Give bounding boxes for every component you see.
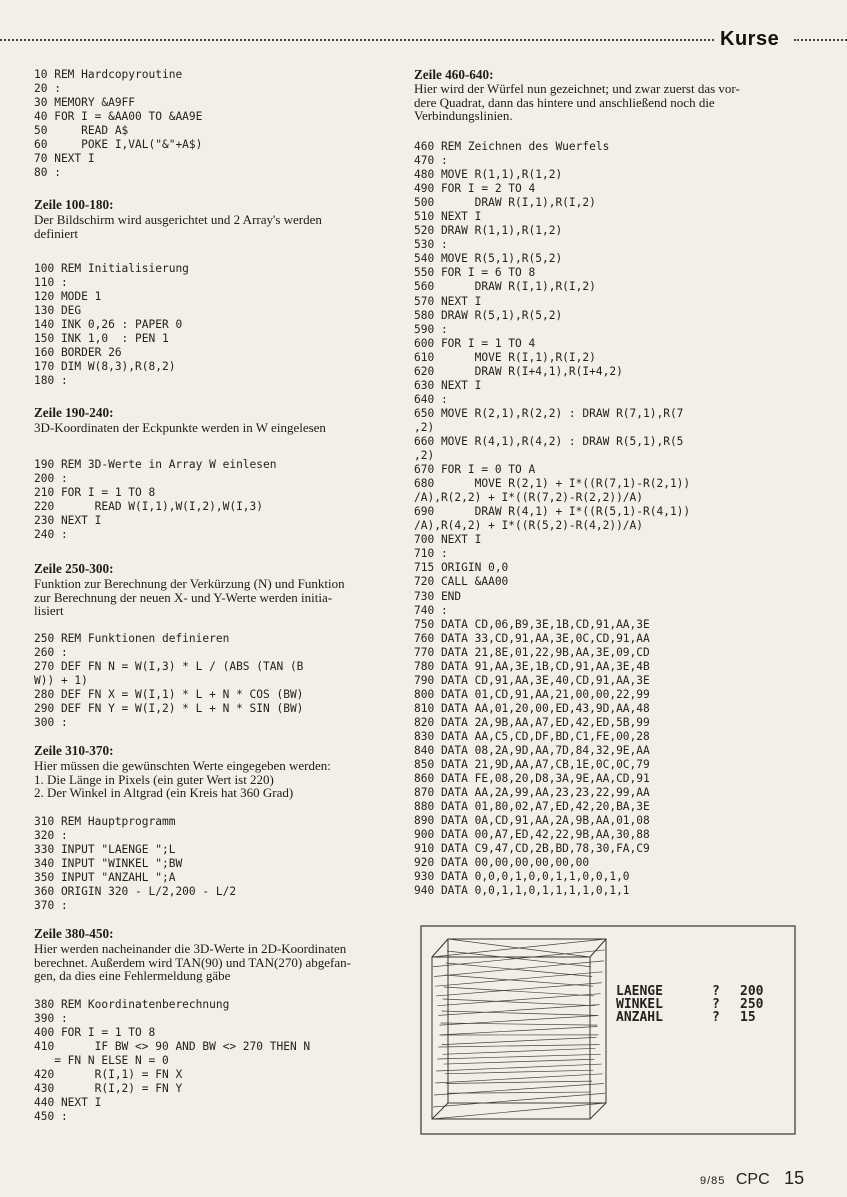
code-line: 200 : <box>34 472 68 486</box>
code-line: 850 DATA 21,9D,AA,A7,CB,1E,0C,0C,79 <box>414 758 650 772</box>
code-line: 880 DATA 01,80,02,A7,ED,42,20,BA,3E <box>414 800 650 814</box>
code-line: 510 NEXT I <box>414 210 482 224</box>
code-line: 10 REM Hardcopyroutine <box>34 68 183 81</box>
code-line: 640 : <box>414 392 448 406</box>
section-title: Kurse <box>720 28 780 50</box>
code-line: 410 IF BW <> 90 AND BW <> 270 THEN N <box>34 1040 311 1054</box>
code-line: 210 FOR I = 1 TO 8 <box>34 486 156 500</box>
text-zeile-190 <box>34 421 402 435</box>
code-line: 320 : <box>34 829 68 843</box>
code-line: 260 : <box>34 646 68 660</box>
code-line: 360 ORIGIN 320 - L/2,200 - L/2 <box>34 885 237 899</box>
code-line: 540 MOVE R(5,1),R(5,2) <box>414 252 563 266</box>
cube-fan-line <box>444 987 595 996</box>
code-3d <box>34 458 402 542</box>
code-line: 370 : <box>34 899 68 913</box>
code-line: 890 DATA 0A,CD,91,AA,2A,9B,AA,01,08 <box>414 814 650 828</box>
code-line: 620 DRAW R(I+4,1),R(I+4,2) <box>414 364 623 378</box>
code-line: ,2) <box>414 420 435 434</box>
text-zeile-100 <box>34 213 402 240</box>
code-init <box>34 262 402 388</box>
code-line: 100 REM Initialisierung <box>34 262 189 275</box>
cube-fan-line <box>438 1005 599 1016</box>
code-line: 740 : <box>414 603 448 617</box>
code-line: = FN N ELSE N = 0 <box>34 1054 169 1068</box>
code-line: 560 DRAW R(I,1),R(I,2) <box>414 280 596 294</box>
cube-fan-line <box>441 1023 598 1025</box>
code-line: 520 DRAW R(1,1),R(1,2) <box>414 224 563 238</box>
cube-fan-line <box>436 1064 601 1071</box>
code-line: 470 : <box>414 154 448 168</box>
code-line: 130 DEG <box>34 304 82 318</box>
code-line: 650 MOVE R(2,1),R(2,2) : DRAW R(7,1),R(7 <box>414 406 684 420</box>
code-line: 30 MEMORY &A9FF <box>34 96 136 110</box>
cube-drawing <box>432 939 606 1119</box>
code-line: 40 FOR I = &AA00 TO &AA9E <box>34 110 203 124</box>
code-line: 800 DATA 01,CD,91,AA,21,00,00,22,99 <box>414 687 650 701</box>
cube-fan-line <box>446 963 592 976</box>
code-line: 900 DATA 00,A7,ED,42,22,9B,AA,30,88 <box>414 828 650 842</box>
code-line: 840 DATA 08,2A,9D,AA,7D,84,32,9E,AA <box>414 744 650 758</box>
header-rule-left <box>0 39 714 41</box>
code-line: 310 REM Hauptprogramm <box>34 815 176 828</box>
text-line: lisiert <box>34 603 64 619</box>
screen-line: ANZAHL <box>616 1010 663 1025</box>
code-line: 930 DATA 0,0,0,1,0,0,1,1,0,0,1,0 <box>414 870 630 884</box>
screen-prompt: ? <box>712 997 720 1012</box>
cube-edge <box>590 939 606 957</box>
text-line: gen, da dies eine Fehlermeldung gäbe <box>34 968 231 984</box>
code-line: 550 FOR I = 6 TO 8 <box>414 266 536 280</box>
code-line: 240 : <box>34 528 68 542</box>
heading-zeile-460: Zeile 460-640: <box>414 67 494 82</box>
cube-fan-line <box>441 1026 598 1034</box>
code-line: 140 INK 0,26 : PAPER 0 <box>34 318 183 332</box>
code-line: 340 INPUT "WINKEL ";BW <box>34 857 183 871</box>
cube-fan-line <box>448 939 590 957</box>
code-line: 440 NEXT I <box>34 1096 102 1110</box>
code-line: 670 FOR I = 0 TO A <box>414 463 536 477</box>
code-line: 700 NEXT I <box>414 533 482 547</box>
code-line: 20 : <box>34 82 61 96</box>
text-line: zur Berechnung der neuen X- und Y-Werte werden initia- <box>34 589 333 605</box>
screen-line: LAENGE <box>616 984 663 999</box>
code-line: 710 : <box>414 547 448 561</box>
code-line: 120 MODE 1 <box>34 290 102 304</box>
cube-fan-line <box>432 1103 606 1119</box>
text-line: dere Quadrat, dann das hintere und anschließend noch die <box>414 94 715 110</box>
code-line: 660 MOVE R(4,1),R(4,2) : DRAW R(5,1),R(5 <box>414 434 684 448</box>
page-number: 15 <box>784 1168 805 1188</box>
code-line: 680 MOVE R(2,1) + I*((R(7,1)-R(2,1)) <box>414 477 691 491</box>
code-line: 190 REM 3D-Werte in Array W einlesen <box>34 458 277 471</box>
screen-text <box>616 984 764 1025</box>
code-line: 50 READ A$ <box>34 124 129 138</box>
code-line: 730 END <box>414 589 462 603</box>
text-zeile-310 <box>34 759 402 800</box>
cube-back-square <box>448 939 606 1103</box>
text-line: 1. Die Länge in Pixels (ein guter Wert ist 220) <box>34 771 274 787</box>
code-line: 580 DRAW R(5,1),R(5,2) <box>414 308 563 322</box>
code-line: 600 FOR I = 1 TO 4 <box>414 336 536 350</box>
code-line: 780 DATA 91,AA,3E,1B,CD,91,AA,3E,4B <box>414 659 650 673</box>
code-line: 300 : <box>34 716 68 730</box>
text-line: Hier müssen die gewünschten Werte eingegeben werden: <box>34 758 331 773</box>
text-zeile-250 <box>34 577 402 618</box>
code-line: 180 : <box>34 374 68 388</box>
text-line: Hier wird der Würfel nun gezeichnet; und zwar zuerst das vor- <box>414 81 740 96</box>
cube-fan-line <box>442 1011 597 1015</box>
code-line: 750 DATA CD,06,B9,3E,1B,CD,91,AA,3E <box>414 617 650 631</box>
footer-issue: 9/85 <box>700 1175 726 1187</box>
code-line: 490 FOR I = 2 TO 4 <box>414 182 536 196</box>
page-footer <box>700 1168 804 1189</box>
code-line: 270 DEF FN N = W(I,3) * L / (ABS (TAN (B <box>34 660 304 674</box>
code-line: 400 FOR I = 1 TO 8 <box>34 1026 156 1040</box>
code-line: 760 DATA 33,CD,91,AA,3E,0C,CD,91,AA <box>414 631 650 645</box>
text-line: Funktion zur Berechnung der Verkürzung (N) und Funktion <box>34 576 345 591</box>
code-line: ,2) <box>414 449 435 463</box>
footer-magazine: CPC <box>735 1171 770 1188</box>
code-line: 690 DRAW R(4,1) + I*((R(5,1)-R(4,1)) <box>414 505 691 519</box>
text-line: Verbindungslinien. <box>414 108 513 124</box>
text-line: berechnet. Außerdem wird TAN(90) und TAN(270) abgefan- <box>34 954 351 970</box>
code-line: 530 : <box>414 238 448 252</box>
cube-fan-line <box>439 1016 598 1026</box>
code-line: 910 DATA C9,47,CD,2B,BD,78,30,FA,C9 <box>414 842 650 856</box>
heading-zeile-310: Zeile 310-370: <box>34 743 114 758</box>
screen-value: 250 <box>740 997 764 1012</box>
header-rule-right <box>794 39 847 41</box>
code-line: 70 NEXT I <box>34 152 95 166</box>
code-line: W)) + 1) <box>34 674 88 688</box>
code-line: 60 POKE I,VAL("&"+A$) <box>34 138 203 152</box>
code-line: 720 CALL &AA00 <box>414 575 509 589</box>
cube-fan-line <box>437 1054 600 1059</box>
cube-fan-line <box>445 975 593 986</box>
code-line: 160 BORDER 26 <box>34 346 122 360</box>
code-line: 380 REM Koordinatenberechnung <box>34 998 230 1011</box>
code-line: 500 DRAW R(I,1),R(I,2) <box>414 196 596 210</box>
code-line: 460 REM Zeichnen des Wuerfels <box>414 140 610 153</box>
code-line: 230 NEXT I <box>34 514 102 528</box>
cube-edge <box>432 939 448 957</box>
text-line: 3D-Koordinaten der Eckpunkte werden in W eingelesen <box>34 420 326 435</box>
code-line: 630 NEXT I <box>414 378 482 392</box>
screen-prompt: ? <box>712 984 720 999</box>
screen-value: 15 <box>740 1010 756 1025</box>
cube-front-square <box>432 957 590 1119</box>
cube-fan-line <box>438 1045 599 1047</box>
heading-zeile-190: Zeile 190-240: <box>34 405 114 420</box>
code-line: /A),R(2,2) + I*((R(7,2)-R(2,2))/A) <box>414 491 644 505</box>
code-line: 390 : <box>34 1012 68 1026</box>
code-line: 940 DATA 0,0,1,1,0,1,1,1,1,0,1,1 <box>414 884 630 898</box>
code-line: 420 R(I,1) = FN X <box>34 1068 183 1082</box>
screen-prompt: ? <box>712 1010 720 1025</box>
heading-zeile-100: Zeile 100-180: <box>34 197 114 212</box>
code-line: 280 DEF FN X = W(I,1) * L + N * COS (BW) <box>34 688 304 702</box>
code-line: 790 DATA CD,91,AA,3E,40,CD,91,AA,3E <box>414 673 650 687</box>
text-zeile-380 <box>34 942 402 983</box>
code-line: 450 : <box>34 1110 68 1124</box>
cube-fan-line <box>443 1048 596 1054</box>
code-line: 350 INPUT "ANZAHL ";A <box>34 871 176 885</box>
code-line: 150 INK 1,0 : PEN 1 <box>34 332 169 346</box>
code-line: 80 : <box>34 166 61 180</box>
code-line: 715 ORIGIN 0,0 <box>414 561 509 575</box>
code-line: 170 DIM W(8,3),R(8,2) <box>34 360 176 374</box>
code-line: 290 DEF FN Y = W(I,2) * L + N * SIN (BW) <box>34 702 304 716</box>
code-line: 330 INPUT "LAENGE ";L <box>34 843 176 857</box>
screen-output-figure <box>420 925 796 1135</box>
code-main <box>34 815 402 913</box>
code-line: /A),R(4,2) + I*((R(5,2)-R(4,2))/A) <box>414 519 644 533</box>
cube-fan-line <box>442 1037 597 1044</box>
code-line: 810 DATA AA,01,20,00,ED,43,9D,AA,48 <box>414 701 650 715</box>
code-line: 220 READ W(I,1),W(I,2),W(I,3) <box>34 500 264 514</box>
text-line: Der Bildschirm wird ausgerichtet und 2 Array's werden <box>34 212 322 227</box>
screen-value: 200 <box>740 984 764 999</box>
cube-edge <box>432 1103 448 1119</box>
code-line: 770 DATA 21,8E,01,22,9B,AA,3E,09,CD <box>414 645 650 659</box>
heading-zeile-250: Zeile 250-300: <box>34 561 114 576</box>
cube-fan-line <box>444 1059 595 1064</box>
code-coordinates <box>34 998 402 1124</box>
code-functions <box>34 632 402 730</box>
code-line: 920 DATA 00,00,00,00,00,00 <box>414 856 590 870</box>
cube-fan-line <box>433 1093 605 1107</box>
text-line: Hier werden nacheinander die 3D-Werte in 2D-Koordinaten <box>34 941 347 956</box>
text-zeile-460 <box>414 82 794 123</box>
code-line: 820 DATA 2A,9B,AA,A7,ED,42,ED,5B,99 <box>414 715 650 729</box>
text-line: definiert <box>34 225 79 241</box>
code-draw-and-data <box>414 140 794 899</box>
code-line: 830 DATA AA,C5,CD,DF,BD,C1,FE,00,28 <box>414 729 650 743</box>
code-line: 480 MOVE R(1,1),R(1,2) <box>414 168 563 182</box>
code-line: 860 DATA FE,08,20,D8,3A,9E,AA,CD,91 <box>414 772 650 786</box>
code-line: 870 DATA AA,2A,99,AA,23,23,22,99,AA <box>414 786 650 800</box>
screen-line: WINKEL <box>616 997 663 1012</box>
cube-fan-line <box>445 1070 593 1074</box>
code-line: 590 : <box>414 322 448 336</box>
text-line: 2. Der Winkel in Altgrad (ein Kreis hat 360 Grad) <box>34 785 294 801</box>
code-line: 250 REM Funktionen definieren <box>34 632 230 645</box>
code-line: 430 R(I,2) = FN Y <box>34 1082 183 1096</box>
cube-edge <box>590 1103 606 1119</box>
code-line: 610 MOVE R(I,1),R(I,2) <box>414 350 596 364</box>
code-line: 570 NEXT I <box>414 294 482 308</box>
code-line: 110 : <box>34 276 68 290</box>
heading-zeile-380: Zeile 380-450: <box>34 926 114 941</box>
code-hardcopy <box>34 68 402 180</box>
